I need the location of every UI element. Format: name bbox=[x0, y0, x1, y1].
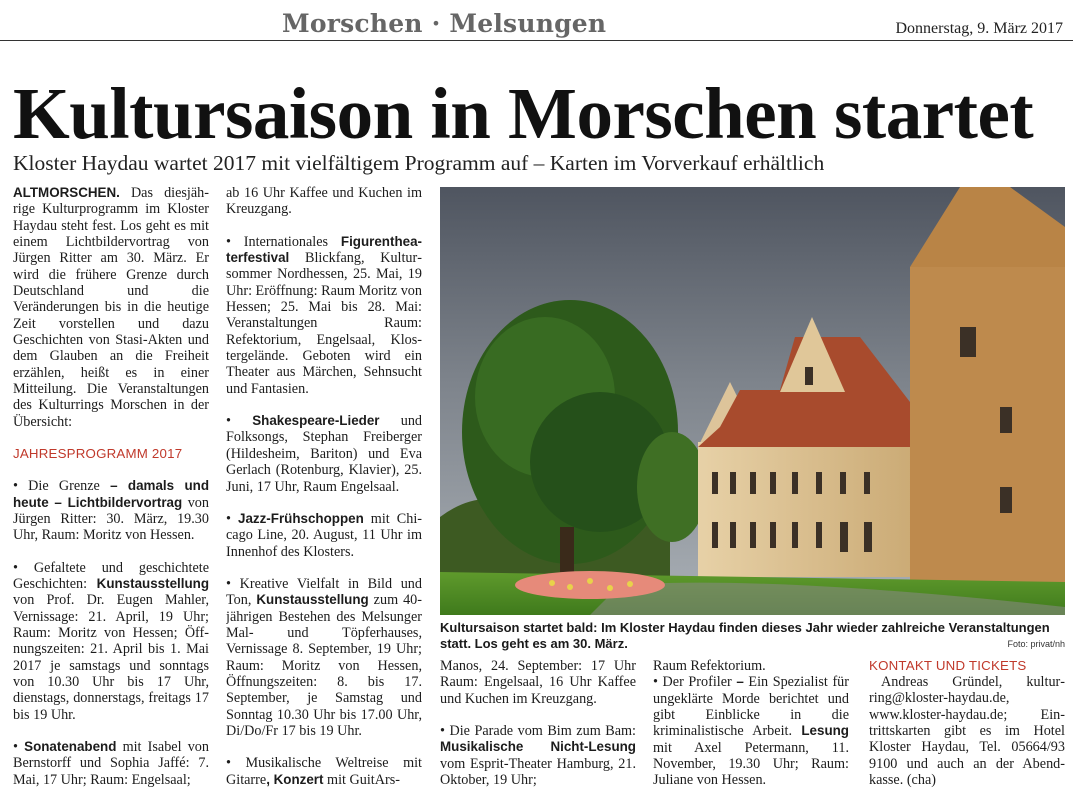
item-text: zum 40-jährigen Bestehen des Melsunger Mal- und Töpferhauses, Vernissage 8. September, 19 Uhr; Raum: Moritz von Hessen, Öffnungszeiten: 8. bis 17. September, je Samstag und Sonntag 10.30 Uhr bis 17.00 Uhr, Di/Do/Fr 17 bis 19 Uhr. bbox=[226, 592, 422, 739]
intro-paragraph bbox=[13, 185, 209, 430]
item-title: Kunstausstellung bbox=[96, 575, 209, 591]
text-column-4 bbox=[653, 658, 849, 790]
item-text: • Die Parade vom Bim zum Bam: bbox=[440, 723, 636, 740]
text-column-1 bbox=[13, 185, 209, 790]
item-title: Musikalische Nicht-Lesung bbox=[440, 739, 636, 755]
item-text: mit Isabel von Bernstorff und Sophia Jaffé: 7. Mai, 17 Uhr; Raum: Engelsaal; bbox=[13, 738, 209, 788]
item-title: Shakespeare-Lieder bbox=[252, 413, 380, 429]
item-text: ab 16 Uhr Kaffee und Kuchen im Kreuzgang. bbox=[226, 185, 422, 218]
issue-date: Donnerstag, 9. März 2017 bbox=[895, 20, 1063, 37]
item-text: • Die Grenze bbox=[13, 478, 111, 495]
header-rule bbox=[0, 40, 1073, 41]
article-headline: Kultursaison in Morschen startet bbox=[13, 73, 1034, 154]
text-column-2 bbox=[226, 185, 422, 790]
item-text: • Kreative Vielfalt in Bild und Ton, bbox=[226, 575, 422, 609]
item-text: • bbox=[13, 738, 25, 755]
item-text: Manos, 24. September: 17 Uhr Raum: Engelsaal, 16 Uhr Kaffee und Kuchen im Kreuzgang. bbox=[440, 658, 636, 707]
item-text: mit Chicago Line, 20. August, 11 Uhr im Innenhof des Klosters. bbox=[226, 510, 422, 560]
text-column-5 bbox=[869, 658, 1065, 790]
item-text: • Internationales bbox=[226, 233, 341, 250]
item-text: Ein Spezialist für ungeklärte Morde berichtet und gibt Einblicke in die kriminalistische Arbeit. bbox=[653, 674, 849, 740]
article-subhead: Kloster Haydau wartet 2017 mit vielfältigem Programm auf – Karten im Vorverkauf erhältlich bbox=[13, 151, 825, 175]
kloster-haydau-photo bbox=[440, 187, 1065, 615]
item-title: Jazz-Frühschoppen bbox=[238, 510, 364, 526]
item-text: • Gefaltete und geschichtete Geschichten: bbox=[13, 559, 209, 592]
program-item-continued bbox=[226, 185, 422, 218]
item-text: vom Esprit-Theater Hamburg, 21. Oktober, 19 Uhr; bbox=[440, 755, 636, 789]
program-heading: JAHRESPROGRAMM 2017 bbox=[13, 446, 183, 462]
item-title: Kunstausstellung bbox=[256, 592, 369, 608]
item-text: Blickfang, Kultursommer Nordhessen, 25. Mai, 19 Uhr: Eröffnung: Raum Moritz von Hessen; 25. Mai bis 28. Mai: Veranstaltungen Raum: Refektorium, Engelsaal, Klostergelände. Geboten wird ein Theater aus Märchen, Sehnsucht und Fantasien. bbox=[226, 250, 422, 397]
dateline: ALTMORSCHEN. bbox=[13, 185, 120, 200]
item-title: – damals und heute – Lichtbildervortrag bbox=[13, 478, 209, 510]
program-item bbox=[226, 234, 422, 397]
photo-caption: Kultursaison startet bald: Im Kloster Haydau finden dieses Jahr wieder zahlreiche Veranstaltungen statt. Los geht es am 30. März. bbox=[440, 620, 1050, 651]
program-item bbox=[13, 560, 209, 723]
program-item bbox=[653, 674, 849, 788]
section-title: Morschen · Melsungen bbox=[282, 9, 607, 38]
item-title: , Konzert bbox=[266, 771, 324, 787]
text-column-3 bbox=[440, 658, 636, 790]
item-text: mit Axel Petermann, 11. November, 19.30 Uhr; Raum: Juliane von Hessen. bbox=[653, 739, 849, 789]
item-text: • Der Profiler bbox=[653, 674, 737, 691]
program-item bbox=[226, 576, 422, 739]
item-text: mit GuitArs- bbox=[323, 771, 400, 788]
item-text: von Prof. Dr. Eugen Mahler, Vernissage: 21. April, 19 Uhr; Raum: Moritz von Hessen; Öffnungszeiten: 21. April bis 1. Mai 2017 je samstags und sonntags von 10.30 Uhr bis 17 Uhr, dienstags, donnerstags, freitags 17 bis 19 Uhr. bbox=[13, 592, 209, 723]
item-title: Lesung bbox=[801, 723, 849, 739]
program-item bbox=[226, 413, 422, 495]
program-item-continued bbox=[653, 658, 849, 674]
program-item bbox=[226, 511, 422, 560]
item-text: Raum Refektorium. bbox=[653, 658, 766, 674]
program-item bbox=[13, 478, 209, 543]
intro-text: Das diesjährige Kulturprogramm im Kloster Haydau steht fest. Los geht es mit einem Lichtbildervortrag von Jürgen Ritter am 30. März. Er wird die frühere Grenze durch Deutschland und die Veränderungen bis in die heutige Zeit vorstellen und dazu Geschichten von Stasi-Akten und dem Glauben an die Freiheit erzählen, heißt es in einer Mitteilung. Die Veranstaltungen des Kulturrings Morschen in der Übersicht: bbox=[13, 185, 209, 430]
item-title: Sonatenabend bbox=[24, 738, 117, 754]
program-item bbox=[226, 755, 422, 788]
item-title: Figurentheaterfestival bbox=[226, 233, 422, 266]
item-title: – bbox=[736, 674, 744, 690]
contact-heading: KONTAKT UND TICKETS bbox=[869, 658, 1027, 673]
item-text: • bbox=[226, 510, 239, 527]
program-item bbox=[13, 739, 209, 788]
item-text: und Folksongs, Stephan Freiberger (Hildesheim, Bariton) und Eva Gerlach (Rotenburg, Klavier), 25. Juni, 17 Uhr, Raum Engelsaal. bbox=[226, 413, 422, 495]
contact-text: Andreas Gründel, kulturring@kloster-haydau.de, www.kloster-haydau.de; Eintrittskarten gibt es im Hotel Kloster Haydau, Tel. 05664/93 9100 und auch an der Abendkasse. (cha) bbox=[869, 674, 1065, 789]
item-text: • Musikalische Weltreise mit Gitarre bbox=[226, 755, 422, 788]
photo-credit: Foto: privat/nh bbox=[1007, 639, 1065, 649]
item-text: • bbox=[226, 413, 253, 430]
program-item-continued bbox=[440, 658, 636, 707]
item-text: von Jürgen Ritter: 30. März, 19.30 Uhr, Raum: Moritz von Hessen. bbox=[13, 494, 209, 544]
program-item bbox=[440, 723, 636, 788]
